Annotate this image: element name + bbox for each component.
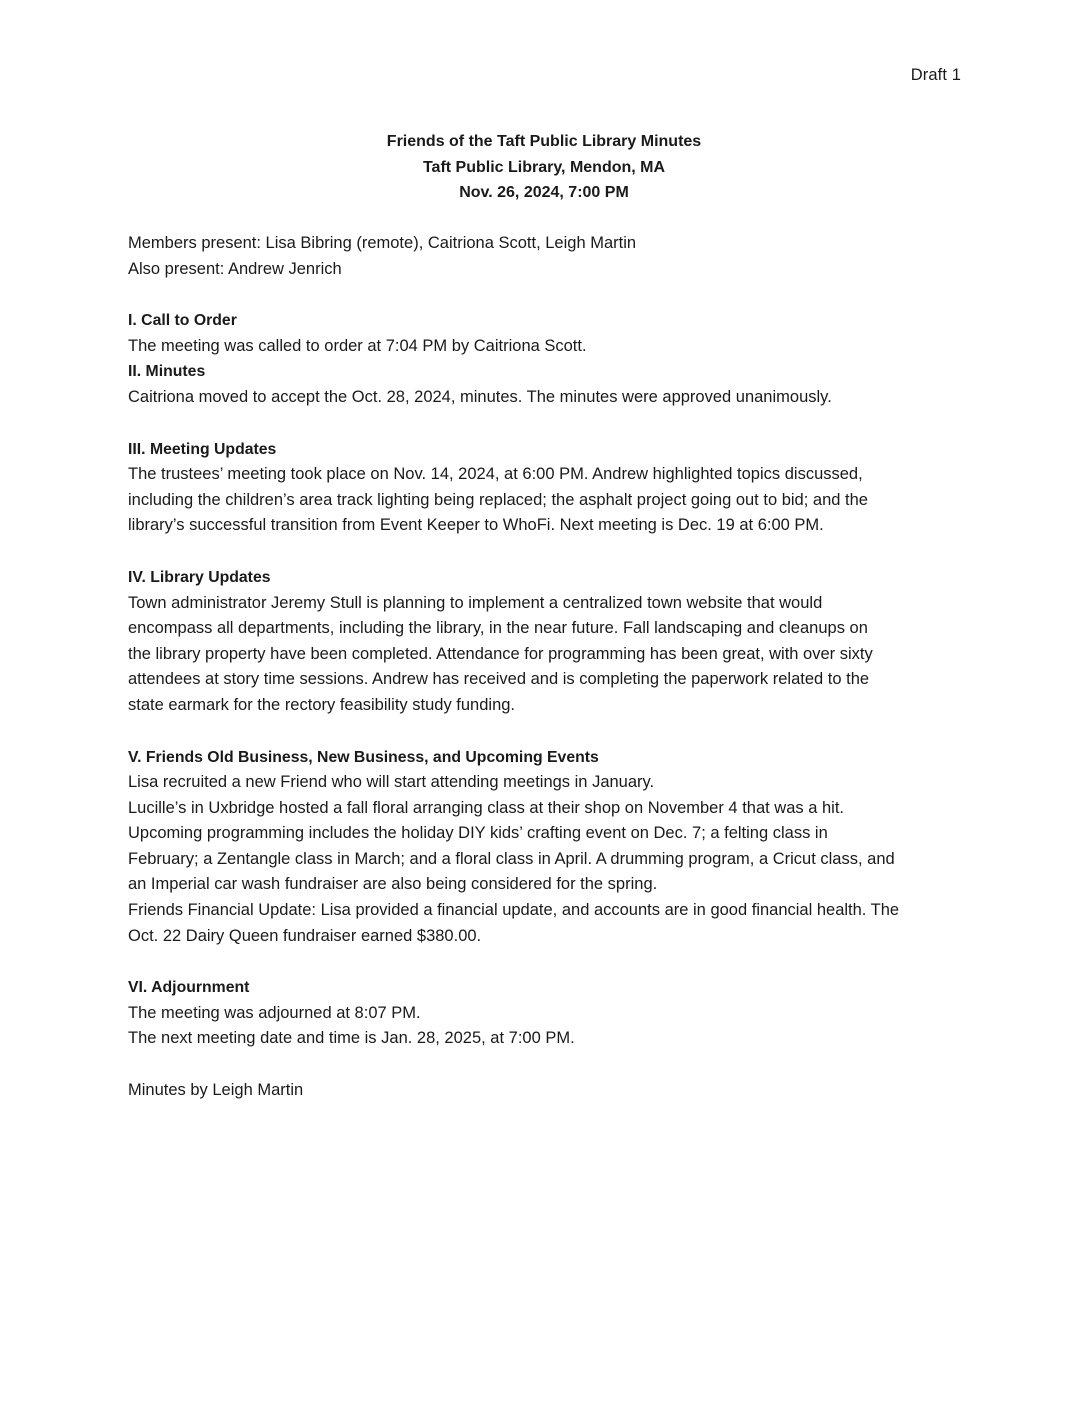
library-updates-line: encompass all departments, including the library, in the near future. Fall landscaping and cleanups on <box>128 619 868 638</box>
friends-business-line: February; a Zentangle class in March; and a floral class in April. A drumming program, a Cricut class, and <box>128 849 895 868</box>
minutes-body <box>128 231 968 1104</box>
members-present: Members present: Lisa Bibring (remote), Caitriona Scott, Leigh Martin <box>128 234 637 252</box>
adjournment-line: The meeting was adjourned at 8:07 PM. <box>128 1003 421 1022</box>
library-updates-line: the library property have been completed. Attendance for programming has been great, with over sixty <box>128 644 873 663</box>
library-updates-line: Town administrator Jeremy Stull is planning to implement a centralized town website that would <box>128 593 823 612</box>
meeting-updates-line: including the children’s area track lighting being replaced; the asphalt project going out to bid; and the <box>128 490 868 509</box>
adjournment-line: The next meeting date and time is Jan. 28, 2025, at 7:00 PM. <box>128 1029 575 1048</box>
adjournment-heading: VI. Adjournment <box>128 979 250 997</box>
draft-label: Draft 1 <box>910 66 961 84</box>
header-date: Nov. 26, 2024, 7:00 PM <box>459 184 629 201</box>
library-updates-line: attendees at story time sessions. Andrew has received and is completing the paperwork related to the <box>128 670 870 689</box>
minutes-heading: II. Minutes <box>128 363 206 381</box>
minutes-signature: Minutes by Leigh Martin <box>128 1081 304 1100</box>
friends-business-line: an Imperial car wash fundraiser are also being considered for the spring. <box>128 875 658 894</box>
call-to-order-heading: I. Call to Order <box>128 312 237 330</box>
call-to-order-line: The meeting was called to order at 7:04 PM by Caitriona Scott. <box>128 336 587 355</box>
minutes-line: Caitriona moved to accept the Oct. 28, 2024, minutes. The minutes were approved unanimously. <box>128 387 832 406</box>
library-updates-line: state earmark for the rectory feasibility study funding. <box>128 695 516 714</box>
also-present: Also present: Andrew Jenrich <box>128 259 342 278</box>
friends-business-heading: V. Friends Old Business, New Business, and Upcoming Events <box>128 748 599 766</box>
meeting-updates-heading: III. Meeting Updates <box>128 440 277 458</box>
friends-business-line: Upcoming programming includes the holiday DIY kids’ crafting event on Dec. 7; a felting class in <box>128 824 828 843</box>
library-updates-heading: IV. Library Updates <box>128 568 271 586</box>
header-location: Taft Public Library, Mendon, MA <box>422 158 666 176</box>
meeting-updates-line: The trustees’ meeting took place on Nov. 14, 2024, at 6:00 PM. Andrew highlighted topics discussed, <box>128 465 863 484</box>
header-title: Friends of the Taft Public Library Minutes <box>386 133 702 150</box>
document-header <box>0 129 1088 206</box>
meeting-updates-line: library’s successful transition from Event Keeper to WhoFi. Next meeting is Dec. 19 at 6:00 PM. <box>128 516 824 535</box>
friends-business-line: Lucille’s in Uxbridge hosted a fall floral arranging class at their shop on November 4 that was a hit. <box>128 798 844 817</box>
friends-business-line: Friends Financial Update: Lisa provided a financial update, and accounts are in good financial health. The <box>128 901 900 920</box>
friends-business-line: Oct. 22 Dairy Queen fundraiser earned $380.00. <box>128 926 482 945</box>
friends-business-line: Lisa recruited a new Friend who will start attending meetings in January. <box>128 773 655 792</box>
